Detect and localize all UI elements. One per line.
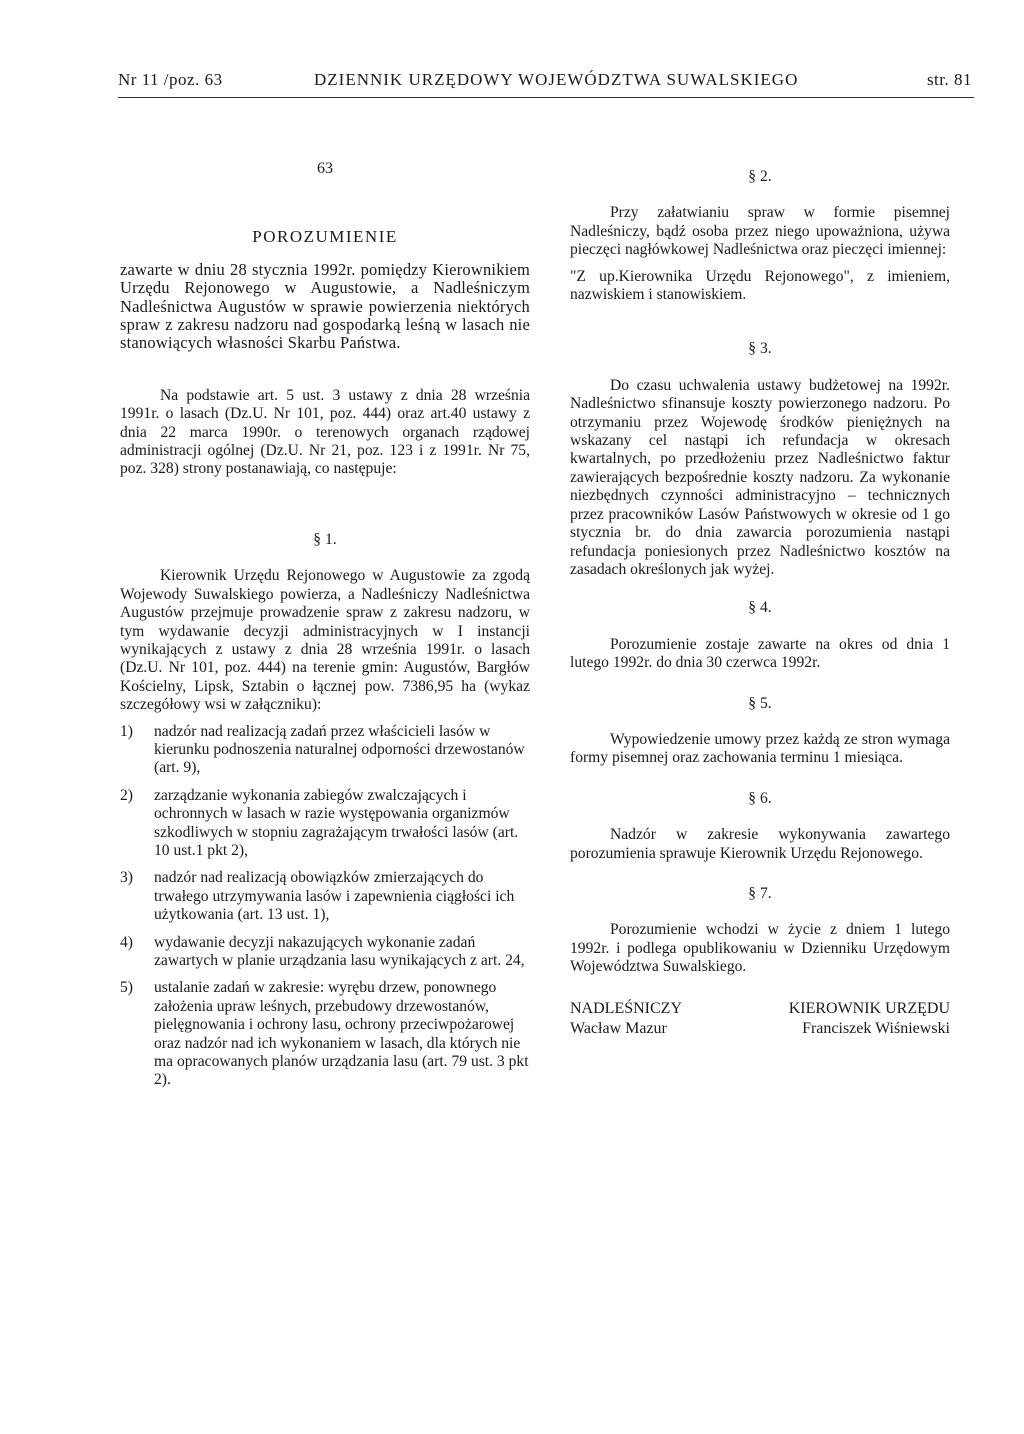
section-5-label: § 5. [748, 694, 772, 712]
item-text: nadzór nad realizacją zadań przez właścicieli lasów w kierunku podnoszenia naturalnej odporności drzewostanów (art. 9), [154, 722, 525, 777]
signature-left-title: NADLEŚNICZY [570, 999, 682, 1017]
section-1-text: Kierownik Urzędu Rejonowego w Augustowie za zgodą Wojewody Suwalskiego powierza, a Nadleśniczy Nadleśnictwa Augustów przejmuje prowadzenie spraw z zakresu nadzoru, w tym wydawanie decyzji administracyjnych w I instancji wynikających z ustawy z dnia 28 września 1991r. o lasach (Dz.U. Nr 101, poz. 444) na terenie gmin: Augustów, Bargłów Kościelny, Lipsk, Sztabin o łącznej pow. 7386,95 ha (wykaz szczegółowy wsi w załączniku): [120, 567, 530, 714]
header-rule [118, 97, 974, 98]
section-7-label: § 7. [748, 884, 772, 902]
section-4-label: § 4. [748, 599, 772, 617]
section-5-text: Wypowiedzenie umowy przez każdą ze stron wymaga formy pisemnej oraz zachowania terminu 1 miesiąca. [570, 730, 950, 767]
item-text: zarządzanie wykonania zabiegów zwalczających i ochronnych w lasach w razie występowania organizmów szkodliwych w stopniu zagrażającym trwałości lasów (art. 10 ust.1 pkt 2), [154, 786, 519, 859]
act-lead: zawarte w dniu 28 stycznia 1992r. pomiędzy Kierownikiem Urzędu Rejonowego w Augustowie, a Nadleśniczym Nadleśnictwa Augustów w sprawie powierzenia niektórych spraw z zakresu nadzoru nad gospodarką leśną w lasach nie stanowiących własności Skarbu Państwa. [120, 259, 530, 353]
legal-basis: Na podstawie art. 5 ust. 3 ustawy z dnia 28 września 1991r. o lasach (Dz.U. Nr 101, poz. 444) oraz art.40 ustawy z dnia 22 marca 1990r. o terenowych organach rządowej administracji ogólnej (Dz.U. Nr 21, poz. 123 i z 1991r. Nr 75, poz. 328) strony postanawiają, co następuje: [120, 386, 530, 478]
list-item [120, 787, 530, 861]
list-item [120, 934, 530, 971]
item-number: 3) [120, 869, 133, 887]
section-2-text: Przy załatwianiu spraw w formie pisemnej Nadleśniczy, bądź osoba przez niego upoważniona, używa pieczęci nagłówkowej Nadleśnictwa oraz pieczęci imiennej: [570, 204, 950, 259]
item-number: 4) [120, 933, 133, 951]
item-number: 5) [120, 979, 133, 997]
section-3-label: § 3. [748, 340, 772, 358]
tasks-list [120, 723, 530, 1090]
section-4-text: Porozumienie zostaje zawarte na okres od dnia 1 lutego 1992r. do dnia 30 czerwca 1992r. [570, 635, 950, 672]
section-1-label: § 1. [313, 530, 337, 548]
signatures [570, 999, 950, 1039]
page-number: str. 81 [926, 70, 972, 89]
signature-right [789, 999, 950, 1039]
right-column [570, 160, 950, 1039]
section-6-text: Nadzór w zakresie wykonywania zawartego porozumienia sprawuje Kierownik Urzędu Rejonowego. [570, 826, 950, 862]
section-7-text: Porozumienie wchodzi w życie z dniem 1 lutego 1992r. i podlega opublikowaniu w Dzienniku Urzędowym Województwa Suwalskiego. [570, 921, 950, 976]
section-6-label: § 6. [748, 789, 772, 807]
list-item [120, 979, 530, 1089]
item-number: 2) [120, 786, 133, 804]
section-3-text: Do czasu uchwalenia ustawy budżetowej na 1992r. Nadleśnictwo sfinansuje koszty powierzonego nadzoru. Po otrzymaniu przez Wojewodę środków pieniężnych na wskazany cel nastąpi ich refundacja w okresach kwartalnych, po przedłożeniu przez Nadleśnictwo faktur zawierających bezpośrednie koszty nadzoru. Za wykonanie niezbędnych czynności administracyjno – technicznych przez pracowników Lasów Państwowych w okresie od 1 go stycznia br. do dnia zawarcia porozumienia nastąpi refundacja poniesionych przez Nadleśnictwo kosztów na zasadach określonych jak wyżej. [570, 376, 950, 578]
page-header [118, 70, 972, 96]
left-column [120, 160, 530, 1099]
act-title: POROZUMIENIE [252, 227, 398, 247]
signature-right-title: KIEROWNIK URZĘDU [788, 999, 950, 1017]
item-text: ustalanie zadań w zakresie: wyrębu drzew, ponownego założenia upraw leśnych, przebudowy drzewostanów, pielęgnowania i ochrony lasu, ochrony przeciwpożarowej oraz nadzór nad ich wykonaniem w lasach, dla których nie ma opracowanych planów urządzania lasu (art. 79 ust. 3 pkt 2). [154, 979, 529, 1089]
item-text: nadzór nad realizacją obowiązków zmierzających do trwałego utrzymywania lasów i zapewnienia ciągłości ich użytkowania (art. 13 ust. 1), [154, 869, 515, 924]
signature-left-name: Wacław Mazur [570, 1019, 667, 1037]
item-text: wydawanie decyzji nakazujących wykonanie zadań zawartych w planie urządzania lasu wynikających z art. 24, [154, 933, 525, 969]
issue-number: Nr 11 /poz. 63 [118, 70, 223, 89]
list-item [120, 723, 530, 778]
journal-title: DZIENNIK URZĘDOWY WOJEWÓDZTWA SUWALSKIEGO [314, 70, 799, 89]
item-number: 1) [120, 722, 133, 740]
act-number: 63 [317, 160, 333, 177]
section-2-quote: "Z up.Kierownika Urzędu Rejonowego", z imieniem, nazwiskiem i stanowiskiem. [570, 267, 950, 304]
signature-left [570, 999, 682, 1039]
section-2-label: § 2. [748, 168, 772, 185]
list-item [120, 869, 530, 924]
signature-right-name: Franciszek Wiśniewski [802, 1019, 950, 1037]
